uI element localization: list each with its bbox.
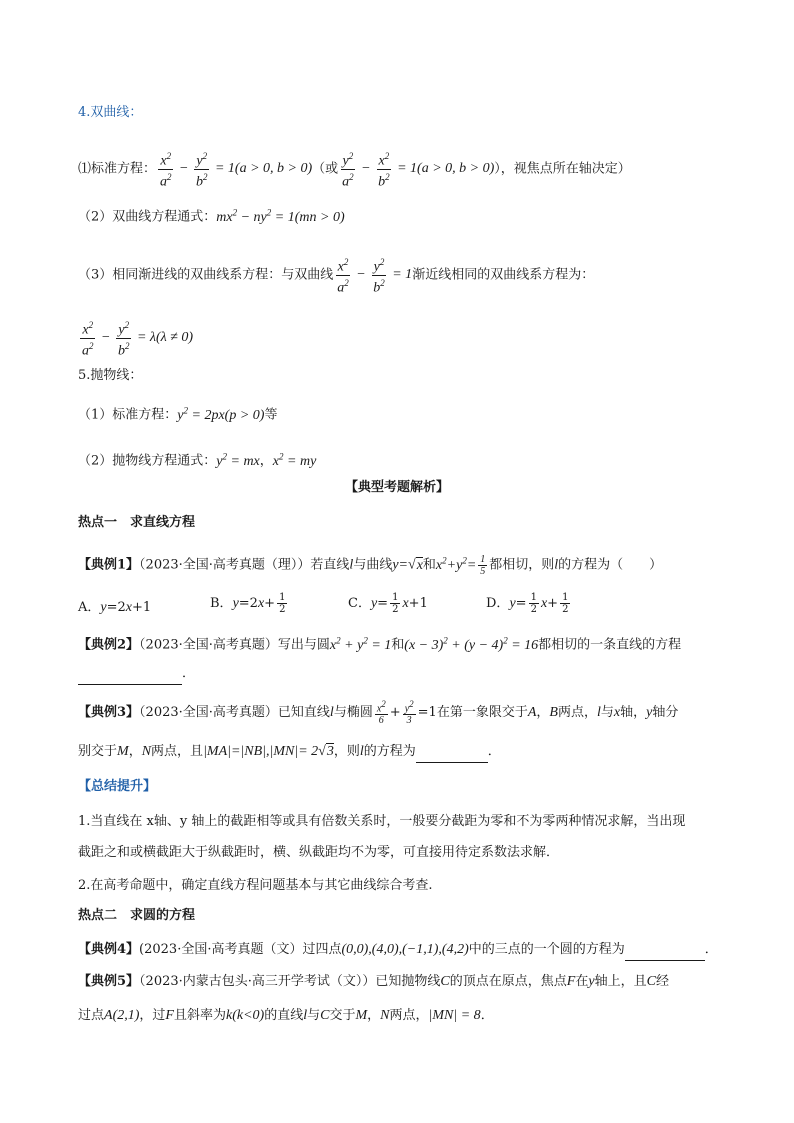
answer-blank: [78, 664, 182, 685]
hotspot-2-title: 热点二 求圆的方程: [78, 908, 196, 923]
hotspot-1-title: 热点一 求直线方程: [78, 515, 196, 530]
formula: $\frac{x^2}{a^2}$ − $\frac{y^2}{b^2}$ = λ(λ ≠ 0): [82, 320, 194, 359]
option-a: A．y=2x+1: [78, 600, 152, 615]
answer-blank: [416, 742, 488, 763]
summary-point-2: 2.在高考命题中，确定直线方程问题基本与其它曲线综合考查.: [78, 878, 433, 893]
formula: $\frac{x^2}{a^2}$ − $\frac{y^2}{b^2}$ = 1: [337, 257, 413, 296]
option-c: C．y= $\frac{1}{2}$ x+1: [348, 592, 428, 615]
parabola-standard-equation: （1）标准方程：$y^2 = 2px(p > 0)$等: [78, 405, 278, 423]
hyperbola-standard-equation: ⑴标准方程： $\frac{x^2}{a^2}$ − $\frac{y^2}{b^2}$ = 1(a > 0, b > 0)（或 $\frac{y^2}{a^2}$ − $\frac{x^2}{b^2}$ = 1(a > 0, b > 0)），视焦点所在轴决定）: [78, 151, 631, 190]
hyperbola-family-formula: [78, 318, 193, 358]
formula: $\frac{y^2}{a^2}$ − $\frac{x^2}{b^2}$ = 1(a > 0, b > 0): [342, 151, 495, 190]
section-heading: 【典型考题解析】: [344, 480, 449, 495]
section-5-title: 5.抛物线：: [78, 368, 143, 383]
parabola-general-equation: （2）抛物线方程通式：$y^2$ = mx，$x^2$ = my: [78, 451, 317, 469]
hyperbola-general-equation: （2）双曲线方程通式：$mx^2 - ny^2 = 1(mn > 0)$: [78, 207, 345, 225]
summary-point-1-line-1: 1.当直线在 x轴、y 轴上的截距相等或具有倍数关系时，一般要分截距为零和不为零两种情况求解，当出现: [78, 814, 686, 829]
formula: $y^2 = 2px(p > 0)$: [177, 405, 265, 423]
option-d: D．y= $\frac{1}{2}$ x+ $\frac{1}{2}$: [486, 592, 569, 615]
example-2-blank: ．: [78, 664, 195, 685]
hyperbola-family-equation: （3）相同渐进线的双曲线系方程：与双曲线 $\frac{x^2}{a^2}$ − $\frac{y^2}{b^2}$ = 1渐近线相同的双曲线系方程为：: [78, 257, 595, 296]
example-3-cont: 别交于M，N两点，且|MA|=|NB|,|MN|= 2√3，则l的方程为 ．: [78, 742, 501, 763]
formula: $\frac{x^2}{a^2}$ − $\frac{y^2}{b^2}$ = 1(a > 0, b > 0): [160, 151, 313, 190]
formula: $x^2$ = my: [272, 451, 317, 469]
example-5-cont: 过点A(2,1)，过F且斜率为k(k<0)的直线l与C交于M，N两点，|MN| = 8．: [78, 1008, 494, 1023]
example-2: 【典例2】（2023·全国·高考真题）写出与圆$x^2 + y^2 = 1$和$(x - 3)^2 + (y - 4)^2 = 16$都相切的一条直线的方程: [78, 635, 682, 653]
example-4: 【典例4】(2023·全国·高考真题（文）过四点(0,0),(4,0),(−1,1),(4,2)中的三点的一个圆的方程为 ．: [78, 940, 718, 961]
answer-blank: [625, 940, 705, 961]
formula: $mx^2 - ny^2 = 1(mn > 0)$: [216, 207, 345, 225]
example-5: 【典例5】（2023·内蒙古包头·高三开学考试（文））已知抛物线C的顶点在原点，焦点F在y轴上，且C经: [78, 974, 669, 989]
formula: $y^2$ = mx: [216, 451, 260, 469]
option-b: B．y=2x+ $\frac{1}{2}$: [210, 592, 286, 615]
example-3: 【典例3】（2023·全国·高考真题）已知直线l与椭圆 $\frac{x^2}{6}$ + $\frac{y^2}{3}$ =1在第一象限交于A，B两点，l与x轴，y轴分: [78, 699, 679, 727]
summary-title: 【总结提升】: [78, 779, 157, 794]
section-4-title: 4.双曲线：: [78, 105, 143, 120]
summary-point-1-line-2: 截距之和或横截距大于纵截距时，横、纵截距均不为零，可直接用待定系数法求解．: [78, 845, 560, 860]
example-1: 【典例1】（2023·全国·高考真题（理））若直线l与曲线y=√x和$x^2+y^2=$ $\frac{1}{5}$ 都相切，则l的方程为（ ）: [78, 553, 663, 577]
